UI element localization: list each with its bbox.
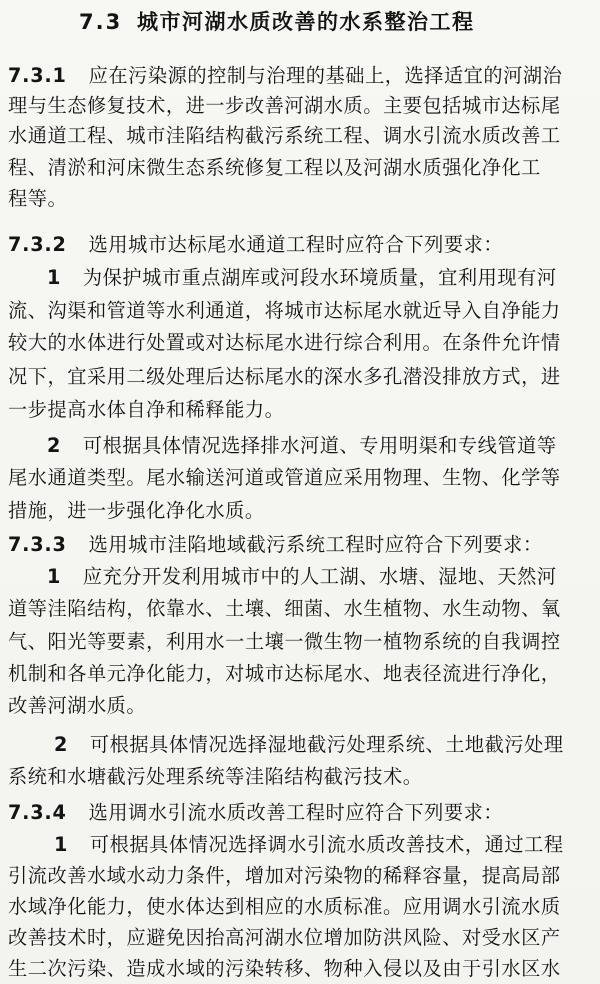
text-line — [8, 363, 561, 391]
text-line — [8, 396, 284, 424]
line-text: 措施，进一步强化净化水质。 — [8, 499, 265, 522]
line-text: 较大的水体进行处置或对达标尾水进行综合利用。在条件允许情 — [8, 331, 561, 354]
text-line — [8, 924, 561, 952]
line-text: 生二次污染、造成水域的污染转移、物种入侵以及由于引水区水 — [8, 957, 561, 980]
section-title: 城市河湖水质改善的水系整治工程 — [137, 10, 475, 34]
line-text: 可根据具体情况选择调水引流水质改善技术，通过工程 — [89, 833, 564, 856]
line-text: 应充分开发利用城市中的人工湖、水塘、湿地、天然河 — [82, 565, 557, 588]
text-line — [54, 831, 564, 859]
text-line — [8, 595, 561, 623]
text-line — [54, 731, 564, 759]
text-line — [8, 628, 561, 656]
line-text: 为保护城市重点湖库或河段水环境质量，宜利用现有河 — [82, 266, 557, 289]
section-heading — [79, 6, 579, 36]
text-line — [8, 692, 146, 720]
text-line — [8, 329, 561, 357]
text-line — [8, 92, 561, 120]
text-line — [8, 297, 561, 325]
text-line — [8, 497, 265, 525]
text-line — [47, 264, 557, 292]
text-line — [8, 893, 561, 921]
text-line — [8, 862, 561, 890]
clause-number: 7.3.4 — [8, 801, 67, 824]
line-text: 水域净化能力，使水体达到相应的水质标准。应用调水引流水质 — [8, 895, 561, 918]
text-line — [8, 231, 503, 259]
line-text: 引流改善水域水动力条件，增加对污染物的稀释容量，提高局部 — [8, 864, 561, 887]
line-text: 气、阳光等要素，利用水一土壤一微生物一植物系统的自我调控 — [8, 630, 561, 653]
text-line — [8, 62, 562, 90]
line-text: 尾水通道类型。尾水输送河道或管道应采用物理、生物、化学等 — [8, 466, 561, 489]
line-text: 选用调水引流水质改善工程时应符合下列要求： — [88, 801, 504, 824]
line-text: 改善河湖水质。 — [8, 694, 147, 717]
clause-number: 7.3.2 — [8, 233, 67, 256]
clause-number: 7.3.1 — [8, 64, 67, 87]
line-text: 道等洼陷结构，依靠水、土壤、细菌、水生植物、水生动物、氧 — [8, 597, 561, 620]
item-number: 1 — [47, 565, 61, 588]
text-line — [8, 464, 561, 492]
section-number: 7.3 — [79, 10, 123, 34]
line-text: 可根据具体情况选择湿地截污处理系统、土地截污处理 — [89, 733, 564, 756]
text-line — [47, 563, 557, 591]
item-number: 1 — [54, 833, 68, 856]
text-line — [8, 185, 67, 213]
line-text: 改善技术时，应避免因抬高河湖水位增加防洪风险、对受水区产 — [8, 926, 561, 949]
text-line — [8, 763, 423, 791]
item-number: 1 — [47, 266, 61, 289]
line-text: 程、清淤和河床微生态系统修复工程以及河湖水质强化净化工 — [8, 156, 541, 179]
text-line — [8, 531, 543, 559]
line-text: 流、沟渠和管道等水利通道，将城市达标尾水就近导入自净能力 — [8, 299, 561, 322]
text-line — [8, 122, 561, 150]
item-number: 2 — [54, 733, 68, 756]
line-text: 选用城市洼陷地域截污系统工程时应符合下列要求： — [88, 533, 543, 556]
item-number: 2 — [47, 434, 61, 457]
line-text: 选用城市达标尾水通道工程时应符合下列要求： — [88, 233, 504, 256]
clause-number: 7.3.3 — [8, 533, 67, 556]
line-text: 机制和各单元净化能力，对城市达标尾水、地表径流进行净化， — [8, 662, 561, 685]
line-text: 水通道工程、城市洼陷结构截污系统工程、调水引流水质改善工 — [8, 124, 561, 147]
text-line — [8, 799, 503, 827]
line-text: 可根据具体情况选择排水河道、专用明渠和专线管道等 — [82, 434, 557, 457]
line-text: 系统和水塘截污处理系统等洼陷结构截污技术。 — [8, 765, 423, 788]
text-line — [47, 432, 557, 460]
line-text: 一步提高水体自净和稀释能力。 — [8, 398, 285, 421]
text-line — [8, 660, 561, 688]
line-text: 应在污染源的控制与治理的基础上，选择适宜的河湖治 — [88, 64, 563, 87]
line-text: 理与生态修复技术，进一步改善河湖水质。主要包括城市达标尾 — [8, 94, 561, 117]
line-text: 程等。 — [8, 187, 68, 210]
text-line — [8, 955, 561, 983]
line-text: 况下，宜采用二级处理后达标尾水的深水多孔潜没排放方式，进 — [8, 365, 561, 388]
text-line — [8, 154, 541, 182]
